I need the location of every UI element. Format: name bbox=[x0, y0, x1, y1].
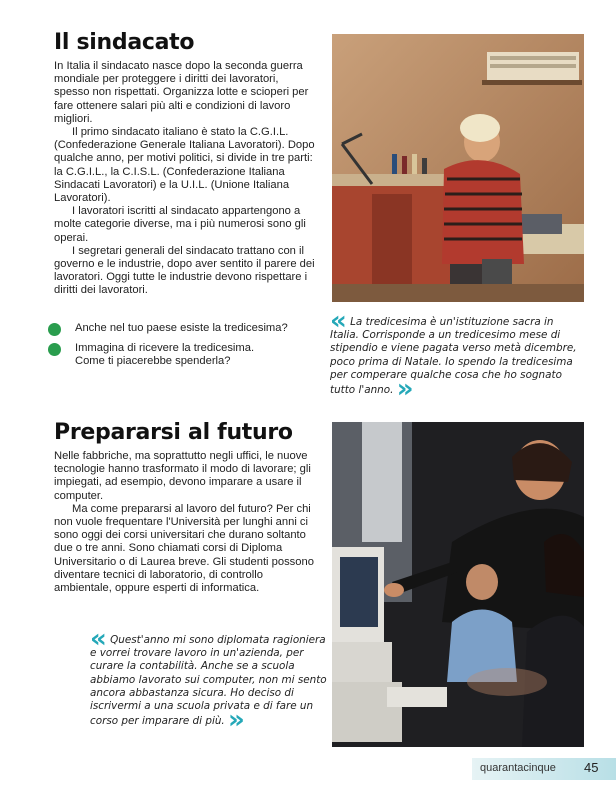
bullet-dot-icon bbox=[48, 343, 61, 356]
open-quote-icon: « bbox=[330, 306, 347, 336]
section-body-sindacato bbox=[54, 60, 316, 298]
paragraph: Ma come prepararsi al lavoro del futuro? Per chi non vuole frequentare l'Università per lunghi anni ci sono oggi dei corsi universitari che durano soltanto due o tre anni. Sono chiamati corsi di Diploma Universitario o di Laurea breve. Gli studenti possono diventare tecnici di laboratorio, di controllo ambientale, oppure esperti di informatica. bbox=[54, 502, 314, 595]
photo-woman-sewing bbox=[332, 34, 584, 302]
close-quote-icon: » bbox=[228, 705, 245, 736]
photo-computer-class bbox=[332, 422, 584, 747]
section-title-futuro: Prepararsi al futuro bbox=[54, 420, 293, 445]
quote-text: Quest'anno mi sono diplomata ragioniera e vorrei trovare lavoro in un'azienda, per curare la contabilità. Anche se a scuola abbiamo lavorato sui computer, non mi sento ancora abbastanza sicura. Ho deciso di iscrivermi a una scuola privata e di fare un corso per imparare di più. bbox=[90, 634, 327, 728]
paragraph: I segretari generali del sindacato trattano con il governo e le industrie, dopo aver sentito il parere dei lavoratori. Oggi tutte le industrie devono rispettare i diritti dei lavoratori. bbox=[54, 244, 315, 297]
quote-ragioniera bbox=[90, 624, 330, 736]
question-item bbox=[48, 342, 278, 368]
section-body-futuro bbox=[54, 450, 316, 595]
page-number-word: quarantacinque bbox=[480, 762, 556, 774]
paragraph: In Italia il sindacato nasce dopo la seconda guerra mondiale per proteggere i diritti dei lavoratori, spesso non rispettati. Organizza lotte e scioperi per fare ottenere salari più alti e condizioni di lavoro migliori. bbox=[54, 60, 309, 125]
question-item bbox=[48, 322, 308, 336]
quote-text: La tredicesima è un'istituzione sacra in Italia. Corrisponde a un tredicesimo mese di stipendio e viene pagata verso metà dicembre, poco prima di Natale. Io spendo la tredicesima per comperare qualche cosa che ho sognato tutto l'anno. bbox=[330, 316, 577, 397]
paragraph: Il primo sindacato italiano è stato la C.G.I.L. (Confederazione Generale Italiana Lavoratori). Dopo qualche anno, per motivi politici, si divide in tre parti: la C.G.I.L., la C.I.S.L. (Confederazione Italiana Sindacati Lavoratori) e la U.I.L. (Unione Italiana Lavoratori). bbox=[54, 126, 315, 205]
open-quote-icon: « bbox=[90, 624, 107, 654]
question-text: Immagina di ricevere la tredicesima. Come ti piacerebbe spenderla? bbox=[75, 342, 255, 368]
question-text: Anche nel tuo paese esiste la tredicesima? bbox=[75, 322, 288, 334]
quote-tredicesima bbox=[330, 306, 585, 405]
bullet-dot-icon bbox=[48, 323, 61, 336]
section-title-sindacato: Il sindacato bbox=[54, 30, 195, 55]
page-number: 45 bbox=[584, 760, 599, 775]
close-quote-icon: » bbox=[396, 374, 414, 405]
paragraph: I lavoratori iscritti al sindacato appartengono a molte categorie diverse, ma i più numerosi sono gli operai. bbox=[54, 205, 306, 244]
paragraph: Nelle fabbriche, ma soprattutto negli uffici, le nuove tecnologie hanno trasformato il modo di lavorare; gli impiegati, ad esempio, devono imparare a usare il computer. bbox=[54, 450, 311, 502]
